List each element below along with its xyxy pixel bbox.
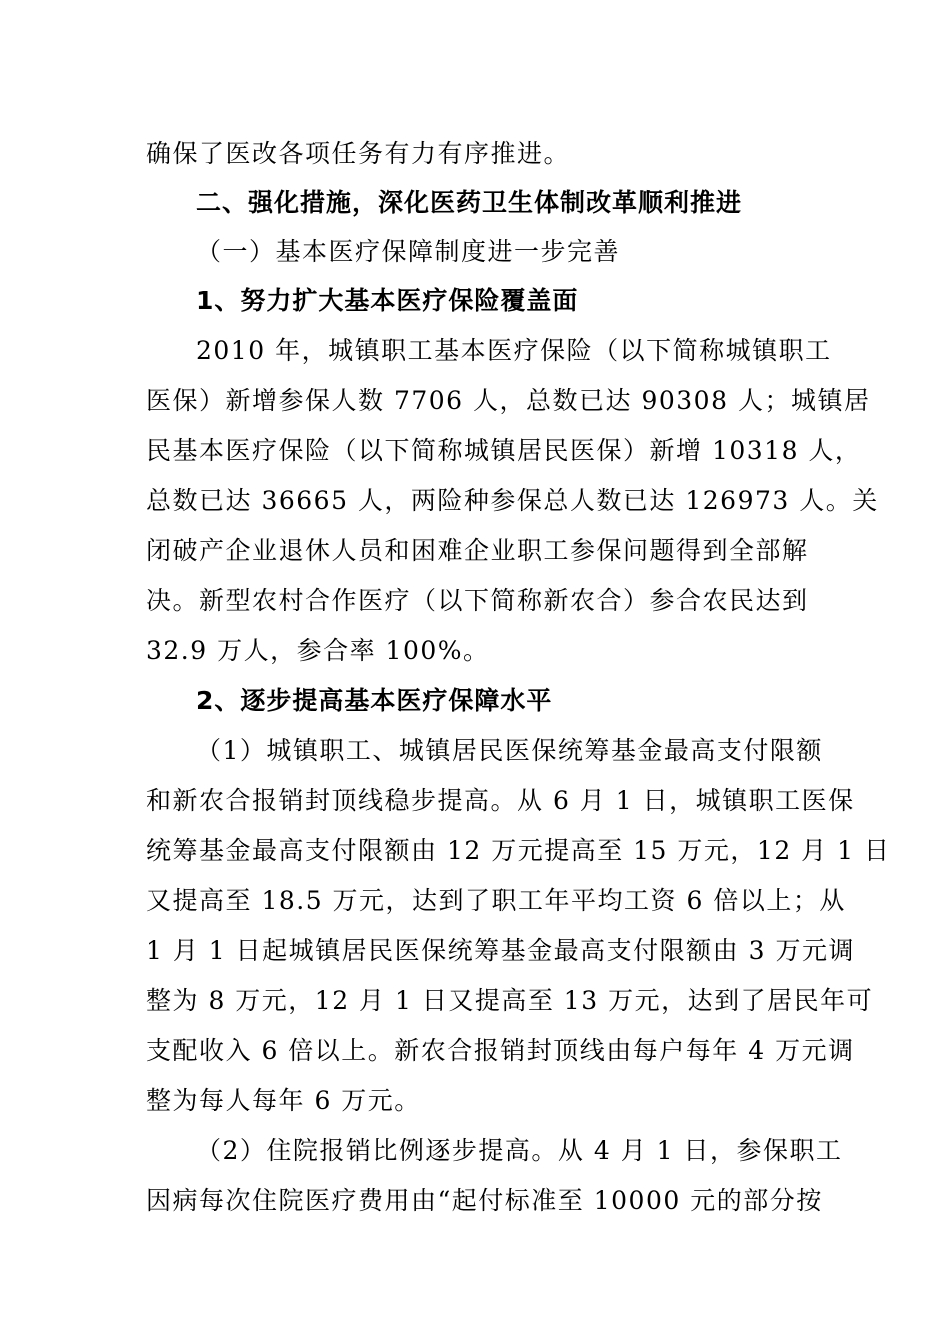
paragraph-line: 统筹基金最高支付限额由 12 万元提高至 15 万元，12 月 1 日 <box>146 836 891 865</box>
paragraph-line: 总数已达 36665 人，两险种参保总人数已达 126973 人。关 <box>146 486 879 515</box>
paragraph-line: 民基本医疗保险（以下简称城镇居民医保）新增 10318 人， <box>146 436 862 465</box>
paragraph-line: 32.9 万人，参合率 100%。 <box>146 636 490 665</box>
paragraph-line: 支配收入 6 倍以上。新农合报销封顶线由每户每年 4 万元调 <box>146 1036 855 1065</box>
item-heading: 2、逐步提高基本医疗保障水平 <box>196 686 553 715</box>
paragraph-line: 确保了医改各项任务有力有序推进。 <box>146 139 571 168</box>
paragraph-line: 整为 8 万元，12 月 1 日又提高至 13 万元，达到了居民年可 <box>146 986 874 1015</box>
paragraph-line: 决。新型农村合作医疗（以下简称新农合）参合农民达到 <box>146 586 809 615</box>
paragraph-line: 医保）新增参保人数 7706 人，总数已达 90308 人；城镇居 <box>146 386 871 415</box>
paragraph-line: （2）住院报销比例逐步提高。从 4 月 1 日，参保职工 <box>196 1136 843 1165</box>
paragraph-line: 1 月 1 日起城镇居民医保统筹基金最高支付限额由 3 万元调 <box>146 936 855 965</box>
section-heading: 二、强化措施，深化医药卫生体制改革顺利推进 <box>196 188 743 217</box>
item-heading: 1、努力扩大基本医疗保险覆盖面 <box>196 286 579 315</box>
paragraph-line: 和新农合报销封顶线稳步提高。从 6 月 1 日，城镇职工医保 <box>146 786 855 815</box>
paragraph-line: 整为每人每年 6 万元。 <box>146 1086 421 1115</box>
paragraph-line: 闭破产企业退休人员和困难企业职工参保问题得到全部解 <box>146 536 809 565</box>
paragraph-line: 因病每次住院医疗费用由“起付标准至 10000 元的部分按 <box>146 1186 823 1215</box>
paragraph-line: （1）城镇职工、城镇居民医保统筹基金最高支付限额 <box>196 736 823 765</box>
paragraph-line: 2010 年，城镇职工基本医疗保险（以下简称城镇职工 <box>196 336 832 365</box>
subsection-heading: （一）基本医疗保障制度进一步完善 <box>196 237 621 266</box>
paragraph-line: 又提高至 18.5 万元，达到了职工年平均工资 6 倍以上；从 <box>146 886 846 915</box>
